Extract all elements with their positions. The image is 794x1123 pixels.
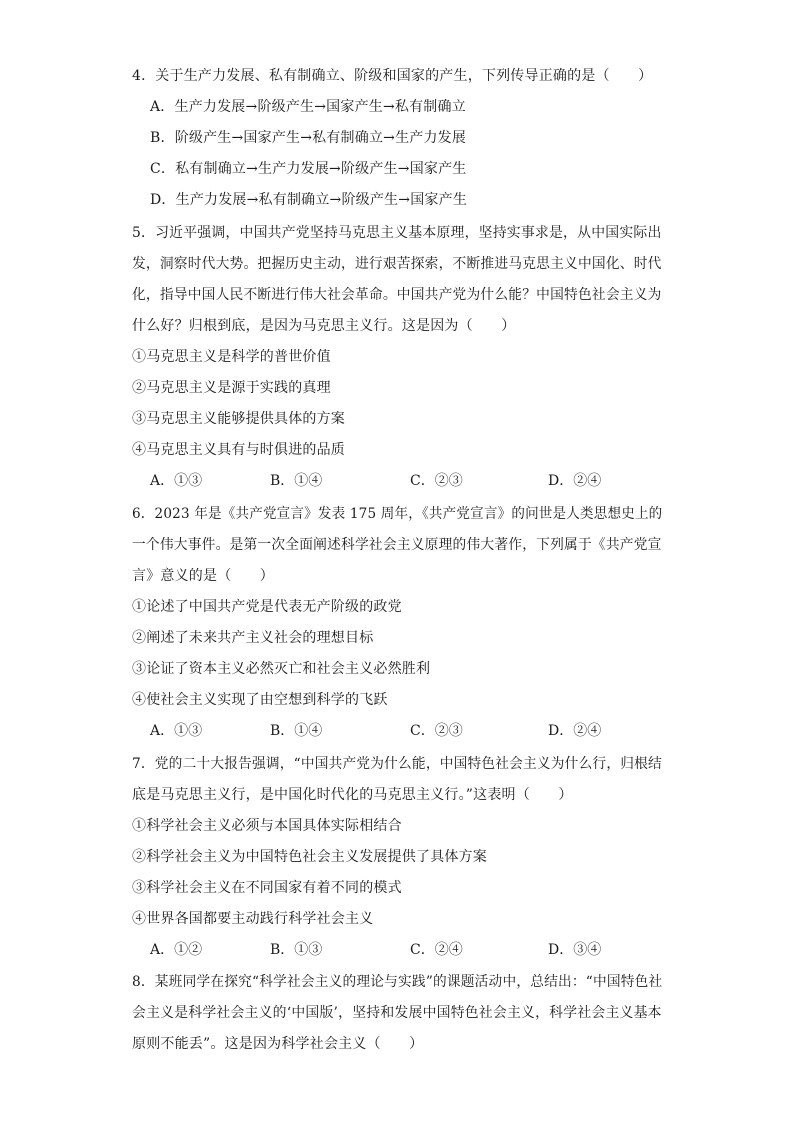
q6-stem-line-1: 6．2023 年是《共产党宣言》发表 175 周年，《共产党宣言》的问世是人类思想史上的 — [132, 506, 663, 522]
q5-choice-c: C．②③ — [410, 473, 463, 489]
q7-choice-c: C．②④ — [410, 942, 463, 958]
q6-choice-d: D．②④ — [548, 723, 602, 739]
q7-statement-3: ③科学社会主义在不同国家有着不同的模式 — [132, 880, 402, 896]
q4-option-b: B．阶级产生→国家产生→私有制确立→生产力发展 — [150, 130, 467, 146]
q4-option-a: A．生产力发展→阶级产生→国家产生→私有制确立 — [150, 99, 466, 115]
q5-statement-1: ①马克思主义是科学的普世价值 — [132, 349, 331, 365]
q6-statement-3: ③论证了资本主义必然灭亡和社会主义必然胜利 — [132, 661, 431, 677]
q4-stem-line-1: 4．关于生产力发展、私有制确立、阶级和国家的产生，下列传导正确的是（ ） — [132, 68, 653, 84]
q5-statement-2: ②马克思主义是源于实践的真理 — [132, 380, 331, 396]
q5-statement-4: ④马克思主义具有与时俱进的品质 — [132, 442, 345, 458]
q7-choice-a: A．①② — [150, 942, 203, 958]
q7-statement-4: ④世界各国都要主动践行科学社会主义 — [132, 911, 374, 927]
q7-stem-line-2: 底是马克思主义行，是中国化时代化的马克思主义行。”这表明（ ） — [132, 787, 573, 803]
q5-stem-line-3: 化，指导中国人民不断进行伟大社会革命。中国共产党为什么能？中国特色社会主义为 — [132, 287, 662, 303]
q6-statement-2: ②阐述了未来共产主义社会的理想目标 — [132, 630, 374, 646]
q7-statement-1: ①科学社会主义必须与本国具体实际相结合 — [132, 818, 402, 834]
q8-stem-line-2: 会主义是科学社会主义的‘中国版’，坚持和发展中国特色社会主义，科学社会主义基本 — [132, 1005, 662, 1021]
q4-option-d: D．生产力发展→私有制确立→阶级产生→国家产生 — [150, 192, 468, 208]
q6-stem-line-3: 言》意义的是（ ） — [132, 568, 274, 584]
q5-stem-line-1: 5．习近平强调，中国共产党坚持马克思主义基本原理，坚持实事求是，从中国实际出 — [132, 225, 662, 241]
q6-statement-1: ①论述了中国共产党是代表无产阶级的政党 — [132, 599, 402, 615]
q7-statement-2: ②科学社会主义为中国特色社会主义发展提供了具体方案 — [132, 849, 487, 865]
q6-choice-c: C．②③ — [410, 723, 463, 739]
q5-choice-a: A．①③ — [150, 473, 203, 489]
q7-choice-b: B．①③ — [270, 942, 323, 958]
q5-stem-line-2: 发，洞察时代大势。把握历史主动，进行艰苦探索，不断推进马克思主义中国化、时代 — [132, 256, 662, 272]
q5-stem-line-4: 什么好？归根到底，是因为马克思主义行。这是因为（ ） — [132, 318, 516, 334]
q6-statement-4: ④使社会主义实现了由空想到科学的飞跃 — [132, 692, 388, 708]
q6-stem-line-2: 一个伟大事件。是第一次全面阐述科学社会主义原理的伟大著作，下列属于《共产党宣 — [132, 537, 662, 553]
q5-choice-b: B．①④ — [270, 473, 323, 489]
q7-stem-line-1: 7．党的二十大报告强调，“中国共产党为什么能，中国特色社会主义为什么行，归根结 — [132, 756, 662, 772]
q7-choice-d: D．③④ — [548, 942, 602, 958]
q8-stem-line-1: 8．某班同学在探究“科学社会主义的理论与实践”的课题活动中，总结出：“中国特色社 — [132, 974, 663, 990]
q6-choice-a: A．①③ — [150, 723, 203, 739]
q4-option-c: C．私有制确立→生产力发展→阶级产生→国家产生 — [150, 161, 467, 177]
q5-statement-3: ③马克思主义能够提供具体的方案 — [132, 411, 345, 427]
q8-stem-line-3: 原则不能丢”。这是因为科学社会主义（ ） — [132, 1036, 424, 1052]
q5-choice-d: D．②④ — [548, 473, 602, 489]
q6-choice-b: B．①④ — [270, 723, 323, 739]
